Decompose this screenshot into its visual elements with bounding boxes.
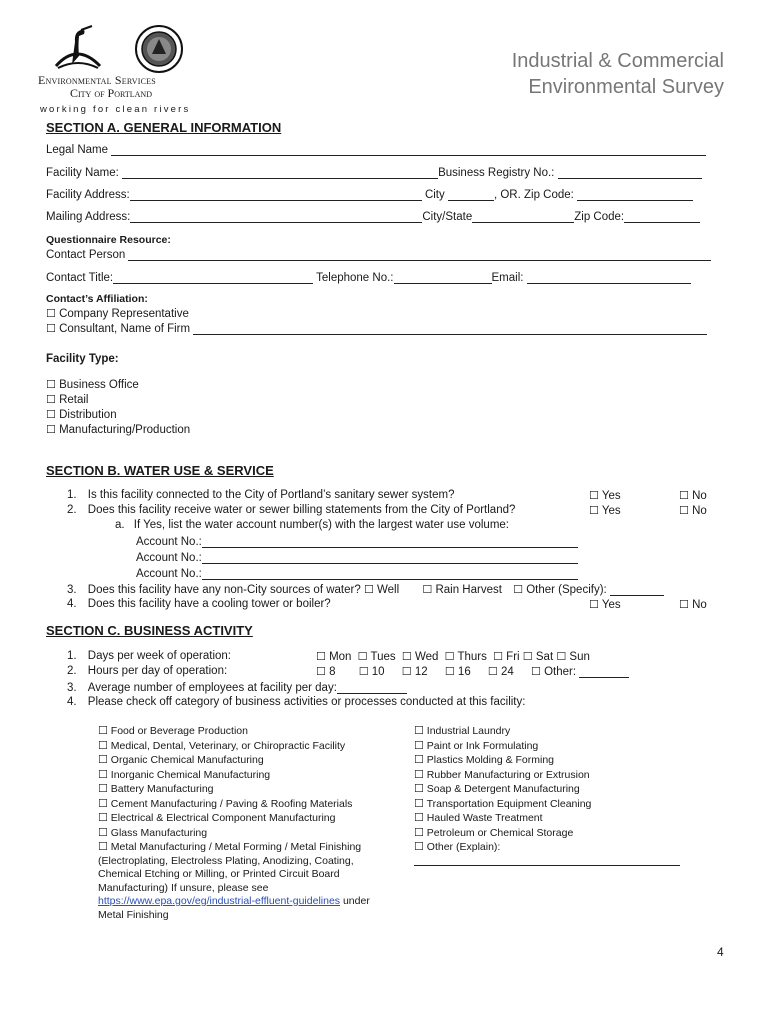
- b-q4-yes: [589, 598, 621, 611]
- yes-label: Yes: [601, 599, 621, 611]
- facility-address-label: Facility Address:: [46, 189, 130, 201]
- c-q3-text: Average number of employees at facility per day:: [87, 682, 337, 694]
- checkbox-icon[interactable]: ☐: [98, 811, 108, 824]
- contact-person-label: Contact Person: [46, 249, 126, 261]
- left-category-list: [98, 724, 408, 922]
- c-q2-number: 2.: [67, 665, 77, 677]
- facility-name-row: [46, 166, 702, 179]
- category-label: Food or Beverage Production: [110, 725, 248, 737]
- checkbox-icon[interactable]: ☐: [513, 583, 523, 596]
- hours-options: [316, 665, 629, 678]
- contact-title-field[interactable]: [113, 271, 313, 284]
- category-label: Cement Manufacturing / Paving & Roofing Materials: [110, 797, 353, 810]
- no-label: No: [692, 599, 707, 611]
- checkbox-icon[interactable]: ☐: [98, 840, 108, 853]
- checkbox-icon[interactable]: ☐: [46, 408, 56, 421]
- facility-address-row: [46, 188, 693, 201]
- day-label: Thurs: [457, 651, 487, 663]
- checkbox-icon[interactable]: ☐: [589, 489, 599, 502]
- checkbox-icon[interactable]: ☐: [316, 650, 326, 663]
- checkbox-icon[interactable]: ☐: [98, 724, 108, 737]
- checkbox-icon[interactable]: ☐: [46, 393, 56, 406]
- c-question-2: [67, 665, 227, 677]
- category-item: [98, 739, 408, 754]
- section-c-title: SECTION C. BUSINESS ACTIVITY: [46, 623, 253, 638]
- mailing-zip-label: Zip Code:: [574, 211, 625, 223]
- c-q2-text: Hours per day of operation:: [87, 665, 228, 677]
- facility-zip-field[interactable]: [577, 188, 693, 201]
- or-zip-label: , OR. Zip Code:: [493, 189, 574, 201]
- day-label: Sat: [535, 651, 554, 663]
- contact-person-field[interactable]: [128, 248, 711, 261]
- category-item: [98, 826, 408, 841]
- legal-name-label: Legal Name: [46, 144, 109, 156]
- account-label: Account No.:: [136, 552, 202, 564]
- business-registry-field[interactable]: [558, 166, 702, 179]
- checkbox-icon[interactable]: ☐: [98, 782, 108, 795]
- b-q4-text: Does this facility have a cooling tower or boiler?: [87, 598, 331, 610]
- account-number-field[interactable]: [202, 567, 578, 580]
- hours-label: 10: [371, 666, 385, 678]
- checkbox-icon[interactable]: ☐: [46, 322, 56, 335]
- b-q2-no: [679, 504, 707, 517]
- day-label: Sun: [569, 651, 590, 663]
- yes-label: Yes: [601, 490, 621, 502]
- legal-name-row: [46, 143, 706, 156]
- category-item: [414, 753, 714, 768]
- consultant-firm-field[interactable]: [193, 322, 707, 335]
- checkbox-icon[interactable]: ☐: [414, 782, 424, 795]
- day-label: Fri: [506, 651, 520, 663]
- telephone-field[interactable]: [394, 271, 492, 284]
- category-item: [98, 724, 408, 739]
- yes-label: Yes: [601, 505, 621, 517]
- city-state-label: City/State: [422, 211, 473, 223]
- legal-name-field[interactable]: [111, 143, 706, 156]
- facility-type-label: Business Office: [59, 379, 139, 391]
- metal-note-line: Metal Finishing: [98, 908, 169, 921]
- affiliation-option-company: [46, 307, 189, 320]
- category-item: [98, 797, 408, 812]
- category-label: Industrial Laundry: [426, 725, 511, 737]
- mailing-zip-field[interactable]: [624, 210, 700, 223]
- checkbox-icon[interactable]: ☐: [46, 423, 56, 436]
- checkbox-icon[interactable]: ☐: [589, 598, 599, 611]
- category-label: Rubber Manufacturing or Extrusion: [426, 768, 590, 781]
- checkbox-icon[interactable]: ☐: [556, 650, 567, 663]
- b-q3-text: Does this facility have any non-City sources of water?: [87, 584, 361, 596]
- hours-label: 12: [414, 666, 428, 678]
- category-item: [98, 811, 408, 826]
- checkbox-icon[interactable]: ☐: [98, 825, 108, 839]
- b-q1-yes: [589, 489, 621, 502]
- checkbox-icon[interactable]: ☐: [679, 504, 689, 517]
- category-item: [98, 840, 408, 855]
- c-q3-number: 3.: [67, 682, 77, 694]
- affiliation-option-consultant: [46, 322, 707, 335]
- c-question-4: [67, 696, 525, 708]
- page-number: 4: [717, 945, 724, 959]
- checkbox-icon[interactable]: ☐: [414, 738, 424, 752]
- business-registry-label: Business Registry No.:: [438, 167, 555, 179]
- email-label: Email:: [491, 272, 524, 284]
- no-label: No: [692, 490, 707, 502]
- account-label: Account No.:: [136, 568, 202, 580]
- hours-label: 8: [329, 666, 336, 678]
- section-b-title: SECTION B. WATER USE & SERVICE: [46, 463, 274, 478]
- checkbox-icon[interactable]: ☐: [401, 665, 412, 678]
- mailing-address-field[interactable]: [130, 210, 422, 223]
- employees-field[interactable]: [337, 681, 407, 694]
- checkbox-icon[interactable]: ☐: [357, 650, 368, 663]
- metal-note-link-line: [98, 895, 408, 909]
- category-label: Plastics Molding & Forming: [426, 754, 555, 766]
- category-item: [414, 782, 714, 797]
- org-name-line1: Environmental Services: [38, 73, 156, 87]
- c-q1-text: Days per week of operation:: [87, 650, 231, 662]
- category-label: Soap & Detergent Manufacturing: [426, 783, 580, 795]
- category-label: Organic Chemical Manufacturing: [110, 754, 264, 766]
- checkbox-icon[interactable]: ☐: [414, 753, 424, 766]
- metal-note-line: (Electroplating, Electroless Plating, Anodizing, Coating,: [98, 854, 354, 867]
- checkbox-icon[interactable]: ☐: [414, 825, 424, 839]
- facility-type-heading: Facility Type:: [46, 353, 119, 365]
- other-hours-field[interactable]: [579, 665, 629, 678]
- section-a-title: SECTION A. GENERAL INFORMATION: [46, 120, 282, 135]
- b-q2-text: Does this facility receive water or sewer billing statements from the City of Portland?: [87, 504, 516, 516]
- telephone-label: Telephone No.:: [316, 272, 394, 284]
- facility-type-label: Distribution: [59, 409, 117, 421]
- account-label: Account No.:: [136, 536, 202, 548]
- c-q4-text: Please check off category of business activities or processes conducted at this facility:: [87, 696, 526, 708]
- b-q2-number: 2.: [67, 504, 77, 516]
- account-row-2: [136, 551, 578, 564]
- day-label: Mon: [329, 651, 352, 663]
- contact-title-label: Contact Title:: [46, 272, 114, 284]
- checkbox-icon[interactable]: ☐: [363, 583, 374, 596]
- right-category-list: [414, 724, 714, 866]
- category-label: Transportation Equipment Cleaning: [426, 797, 592, 810]
- c-q1-number: 1.: [67, 650, 77, 662]
- account-number-field[interactable]: [202, 551, 578, 564]
- category-item: [414, 811, 714, 826]
- category-item: [414, 797, 714, 812]
- rain-harvest-label: Rain Harvest: [435, 584, 502, 596]
- email-field[interactable]: [527, 271, 691, 284]
- hours-label: Other:: [544, 666, 577, 678]
- facility-type-label: Manufacturing/Production: [59, 424, 191, 436]
- facility-type-label: Retail: [59, 394, 89, 406]
- day-label: Wed: [414, 651, 439, 663]
- checkbox-icon[interactable]: ☐: [98, 753, 108, 766]
- checkbox-icon[interactable]: ☐: [98, 767, 108, 781]
- facility-address-field[interactable]: [130, 188, 422, 201]
- category-label: Paint or Ink Formulating: [426, 739, 539, 752]
- checkbox-icon[interactable]: ☐: [679, 489, 689, 502]
- category-label: Battery Manufacturing: [110, 783, 214, 795]
- checkbox-icon[interactable]: ☐: [401, 650, 412, 663]
- doc-title-line1: Industrial & Commercial: [511, 50, 724, 72]
- other-source-field[interactable]: [610, 583, 664, 596]
- account-number-field[interactable]: [202, 535, 578, 548]
- b-q1-number: 1.: [67, 489, 77, 501]
- checkbox-icon[interactable]: ☐: [522, 650, 533, 663]
- contact-title-row: [46, 271, 691, 284]
- other-explain-field[interactable]: [414, 855, 680, 866]
- category-item: [414, 739, 714, 754]
- checkbox-icon[interactable]: ☐: [444, 665, 455, 678]
- b-q2a-letter: a.: [115, 519, 125, 531]
- org-name-line2: City of Portland: [70, 86, 152, 100]
- well-label: Well: [377, 584, 400, 596]
- b-question-2a: [115, 519, 509, 531]
- account-row-1: [136, 535, 578, 548]
- checkbox-icon[interactable]: ☐: [531, 665, 541, 678]
- hours-label: 24: [501, 666, 514, 678]
- checkbox-icon[interactable]: ☐: [414, 811, 424, 824]
- hours-label: 16: [457, 666, 471, 678]
- facility-type-office: [46, 378, 139, 391]
- category-item: [414, 840, 714, 855]
- other-specify-label: Other (Specify):: [526, 584, 607, 596]
- days-options: [316, 650, 590, 663]
- account-row-3: [136, 567, 578, 580]
- checkbox-icon[interactable]: ☐: [358, 665, 369, 678]
- affiliation-heading: Contact’s Affiliation:: [46, 293, 148, 305]
- checkbox-icon[interactable]: ☐: [493, 650, 503, 663]
- category-item: [98, 768, 408, 783]
- checkbox-icon[interactable]: ☐: [487, 665, 498, 678]
- metal-note-under: under: [340, 895, 370, 907]
- questionnaire-resource-heading: Questionnaire Resource:: [46, 234, 171, 246]
- checkbox-icon[interactable]: ☐: [414, 724, 424, 737]
- checkbox-icon[interactable]: ☐: [316, 665, 326, 678]
- b-q2-yes: [589, 504, 621, 517]
- c-question-3: [67, 681, 407, 694]
- b-q3-number: 3.: [67, 584, 77, 596]
- facility-name-label: Facility Name:: [46, 167, 119, 179]
- category-label: Electrical & Electrical Component Manufacturing: [110, 812, 336, 824]
- checkbox-icon[interactable]: ☐: [98, 796, 108, 810]
- day-label: Tues: [370, 651, 396, 663]
- b-q4-no: [679, 598, 707, 611]
- category-item: [414, 768, 714, 783]
- checkbox-icon[interactable]: ☐: [422, 583, 433, 596]
- city-field[interactable]: [448, 188, 494, 201]
- facility-type-manufacturing: [46, 423, 190, 436]
- city-seal-icon: [134, 24, 184, 74]
- b-question-4: [67, 598, 331, 610]
- category-item: [98, 782, 408, 797]
- b-question-1: [67, 489, 454, 501]
- heron-logo: [48, 22, 106, 72]
- mailing-address-row: [46, 210, 700, 223]
- category-label: Hauled Waste Treatment: [426, 812, 543, 824]
- affiliation-consultant-label: Consultant, Name of Firm: [59, 323, 191, 335]
- category-item: [98, 753, 408, 768]
- metal-note-line: Manufacturing) If unsure, please see: [98, 881, 269, 894]
- checkbox-icon[interactable]: ☐: [98, 738, 108, 752]
- city-label: City: [424, 189, 445, 201]
- tagline: working for clean rivers: [40, 104, 191, 115]
- metal-note-line: Chemical Etching or Milling, or Printed Circuit Board: [98, 868, 340, 880]
- checkbox-icon[interactable]: ☐: [589, 504, 599, 517]
- b-question-3: [67, 583, 664, 596]
- category-label: Inorganic Chemical Manufacturing: [110, 768, 271, 781]
- no-label: No: [692, 505, 707, 517]
- category-label: Petroleum or Chemical Storage: [426, 826, 574, 839]
- category-label: Other (Explain):: [426, 841, 501, 853]
- facility-name-field[interactable]: [122, 166, 438, 179]
- category-item: [414, 724, 714, 739]
- checkbox-icon[interactable]: ☐: [46, 307, 56, 320]
- c-question-1: [67, 650, 231, 662]
- contact-person-row: [46, 248, 711, 261]
- checkbox-icon[interactable]: ☐: [414, 796, 424, 810]
- b-q1-no: [679, 489, 707, 502]
- category-label: Medical, Dental, Veterinary, or Chiropractic Facility: [110, 739, 346, 752]
- mailing-address-label: Mailing Address:: [46, 211, 131, 223]
- checkbox-icon[interactable]: ☐: [414, 840, 424, 853]
- b-q2a-text: If Yes, list the water account number(s) with the largest water use volume:: [133, 519, 510, 531]
- c-q4-number: 4.: [67, 696, 77, 708]
- checkbox-icon[interactable]: ☐: [414, 767, 424, 781]
- city-state-field[interactable]: [472, 210, 574, 223]
- facility-type-distribution: [46, 408, 117, 421]
- checkbox-icon[interactable]: ☐: [679, 598, 689, 611]
- epa-guidelines-link[interactable]: https://www.epa.gov/eg/industrial-effluent-guidelines: [98, 895, 341, 907]
- category-label: Metal Manufacturing / Metal Forming / Metal Finishing: [110, 841, 362, 853]
- b-q1-text: Is this facility connected to the City of Portland’s sanitary sewer system?: [87, 489, 455, 501]
- facility-type-retail: [46, 393, 88, 406]
- category-label: Glass Manufacturing: [110, 826, 208, 839]
- doc-title-line2: Environmental Survey: [528, 76, 724, 98]
- b-question-2: [67, 504, 515, 516]
- checkbox-icon[interactable]: ☐: [46, 378, 56, 391]
- affiliation-company-label: Company Representative: [59, 308, 189, 320]
- category-item: [414, 826, 714, 841]
- b-q4-number: 4.: [67, 598, 77, 610]
- checkbox-icon[interactable]: ☐: [444, 650, 455, 663]
